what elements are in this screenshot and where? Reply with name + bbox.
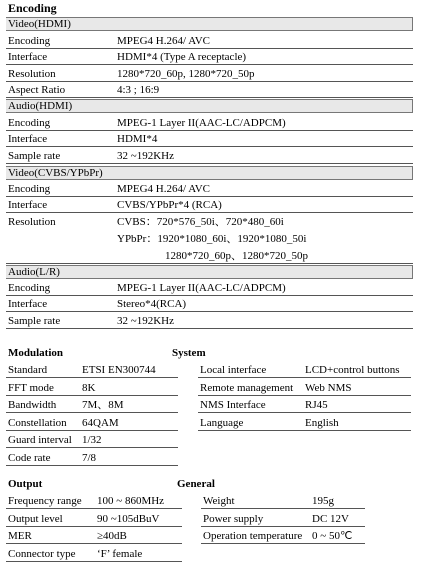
modulation-row-label: FFT mode xyxy=(8,381,54,394)
video-hdmi-row-label: Encoding xyxy=(8,35,51,47)
output-row-divider xyxy=(6,561,182,562)
video-hdmi-row-value: HDMI*4 (Type A receptacle) xyxy=(117,51,247,64)
section-header-audio-hdmi xyxy=(6,99,413,113)
video-hdmi-row-divider xyxy=(6,97,413,98)
system-row-divider xyxy=(198,412,411,413)
modulation-row-label: Standard xyxy=(8,364,48,376)
section-header-label: Audio(L/R) xyxy=(8,266,60,278)
audio-lr-row-divider xyxy=(6,295,413,296)
section-header-label: Audio(HDMI) xyxy=(8,100,73,112)
audio-lr-row-divider xyxy=(6,311,413,312)
audio-hdmi-row-value: 32 ~192KHz xyxy=(117,149,174,162)
output-row-value: 90 ~105dBuV xyxy=(97,512,160,525)
system-row-divider xyxy=(198,430,411,431)
modulation-row-value: 8K xyxy=(82,381,96,394)
modulation-row-divider xyxy=(6,395,178,396)
section-header-video-hdmi xyxy=(6,17,413,31)
video-cvbs-row-divider xyxy=(6,196,413,197)
modulation-row-value: 7/8 xyxy=(82,451,97,464)
output-row-label: Connector type xyxy=(8,547,76,560)
video-cvbs-resolution-value: 1280*720_60p、1280*720_50p xyxy=(165,250,308,262)
video-hdmi-row-label: Resolution xyxy=(8,67,56,80)
video-cvbs-row-value: MPEG4 H.264/ AVC xyxy=(117,183,211,195)
output-row-divider xyxy=(6,543,182,544)
page-title: Encoding xyxy=(8,1,57,15)
modulation-row-label: Constellation xyxy=(8,416,67,429)
modulation-row-value: 64QAM xyxy=(82,416,119,429)
system-row-divider xyxy=(198,377,411,378)
section-header-audio-lr xyxy=(6,265,413,279)
section-header-label: Video(CVBS/YPbPr) xyxy=(8,167,103,179)
video-cvbs-row-divider xyxy=(6,263,413,264)
section-header-output: Output xyxy=(8,478,43,490)
general-row-value: 0 ~ 50℃ xyxy=(312,530,353,542)
section-header-label: Video(HDMI) xyxy=(8,18,71,30)
audio-hdmi-row-divider xyxy=(6,146,413,147)
video-cvbs-row-label: Interface xyxy=(8,199,48,212)
output-row-label: Frequency range xyxy=(8,495,82,507)
output-row-value: ≥40dB xyxy=(97,530,127,542)
system-row-value: Web NMS xyxy=(305,381,352,394)
section-header-video-cvbs xyxy=(6,166,413,180)
video-hdmi-row-label: Interface xyxy=(8,51,48,64)
output-row-divider xyxy=(6,526,182,527)
video-cvbs-row-label: Encoding xyxy=(8,183,51,195)
video-cvbs-resolution-value: YPbPr：1920*1080_60i、1920*1080_50i xyxy=(117,233,307,245)
video-hdmi-row-value: MPEG4 H.264/ AVC xyxy=(117,35,211,47)
general-row-label: Operation temperature xyxy=(203,530,303,542)
modulation-row-value: 7M、8M xyxy=(82,399,124,411)
output-row-label: MER xyxy=(8,530,32,542)
audio-hdmi-row-divider xyxy=(6,163,413,164)
modulation-row-label: Guard interval xyxy=(8,434,72,446)
system-row-value: English xyxy=(305,416,339,429)
audio-lr-row-label: Sample rate xyxy=(8,314,61,327)
audio-lr-row-value: MPEG-1 Layer II(AAC-LC/ADPCM) xyxy=(117,282,286,294)
output-row-label: Output level xyxy=(8,512,63,525)
audio-lr-row-value: 32 ~192KHz xyxy=(117,314,174,327)
video-hdmi-row-label: Aspect Ratio xyxy=(8,83,66,96)
modulation-row-divider xyxy=(6,412,178,413)
audio-hdmi-row-label: Sample rate xyxy=(8,149,61,162)
modulation-row-value: ETSI EN300744 xyxy=(82,364,156,376)
system-row-label: NMS Interface xyxy=(200,399,266,411)
section-header-modulation: Modulation xyxy=(8,347,64,359)
output-row-value: ‘F’ female xyxy=(97,547,143,560)
audio-lr-row-label: Interface xyxy=(8,298,48,311)
system-row-label: Remote management xyxy=(200,381,294,394)
video-cvbs-resolution-label: Resolution xyxy=(8,216,56,228)
modulation-row-value: 1/32 xyxy=(82,434,102,446)
system-row-divider xyxy=(198,395,411,396)
general-row-label: Power supply xyxy=(203,512,264,525)
general-row-value: 195g xyxy=(312,495,334,507)
system-row-label: Language xyxy=(200,416,244,429)
section-header-general: General xyxy=(177,478,215,490)
general-row-divider xyxy=(201,543,365,544)
system-row-value: LCD+control buttons xyxy=(305,364,400,376)
audio-lr-row-label: Encoding xyxy=(8,282,51,294)
audio-hdmi-row-value: HDMI*4 xyxy=(117,133,158,146)
video-cvbs-resolution-value: CVBS：720*576_50i、720*480_60i xyxy=(117,216,284,228)
modulation-row-label: Code rate xyxy=(8,451,51,464)
system-row-label: Local interface xyxy=(200,364,267,376)
general-row-divider xyxy=(201,526,365,527)
output-row-divider xyxy=(6,508,182,509)
video-hdmi-row-value: 4:3 ; 16:9 xyxy=(117,83,160,96)
modulation-row-divider xyxy=(6,430,178,431)
general-row-divider xyxy=(201,508,365,509)
modulation-row-divider xyxy=(6,465,178,466)
modulation-row-label: Bandwidth xyxy=(8,399,57,411)
audio-hdmi-row-value: MPEG-1 Layer II(AAC-LC/ADPCM) xyxy=(117,117,286,129)
audio-hdmi-row-divider xyxy=(6,130,413,131)
video-cvbs-row-divider xyxy=(6,212,413,213)
video-hdmi-row-divider xyxy=(6,81,413,82)
video-hdmi-row-value: 1280*720_60p, 1280*720_50p xyxy=(117,67,255,80)
section-header-system: System xyxy=(172,347,206,359)
general-row-label: Weight xyxy=(203,495,235,507)
audio-hdmi-row-label: Encoding xyxy=(8,117,51,129)
modulation-row-divider xyxy=(6,377,178,378)
audio-hdmi-row-label: Interface xyxy=(8,133,48,146)
video-hdmi-row-divider xyxy=(6,64,413,65)
audio-lr-row-divider xyxy=(6,328,413,329)
audio-lr-row-value: Stereo*4(RCA) xyxy=(117,298,187,311)
output-row-value: 100 ~ 860MHz xyxy=(97,495,165,507)
modulation-row-divider xyxy=(6,447,178,448)
video-cvbs-row-value: CVBS/YPbPr*4 (RCA) xyxy=(117,199,222,212)
video-hdmi-row-divider xyxy=(6,48,413,49)
general-row-value: DC 12V xyxy=(312,512,349,525)
system-row-value: RJ45 xyxy=(305,399,328,411)
